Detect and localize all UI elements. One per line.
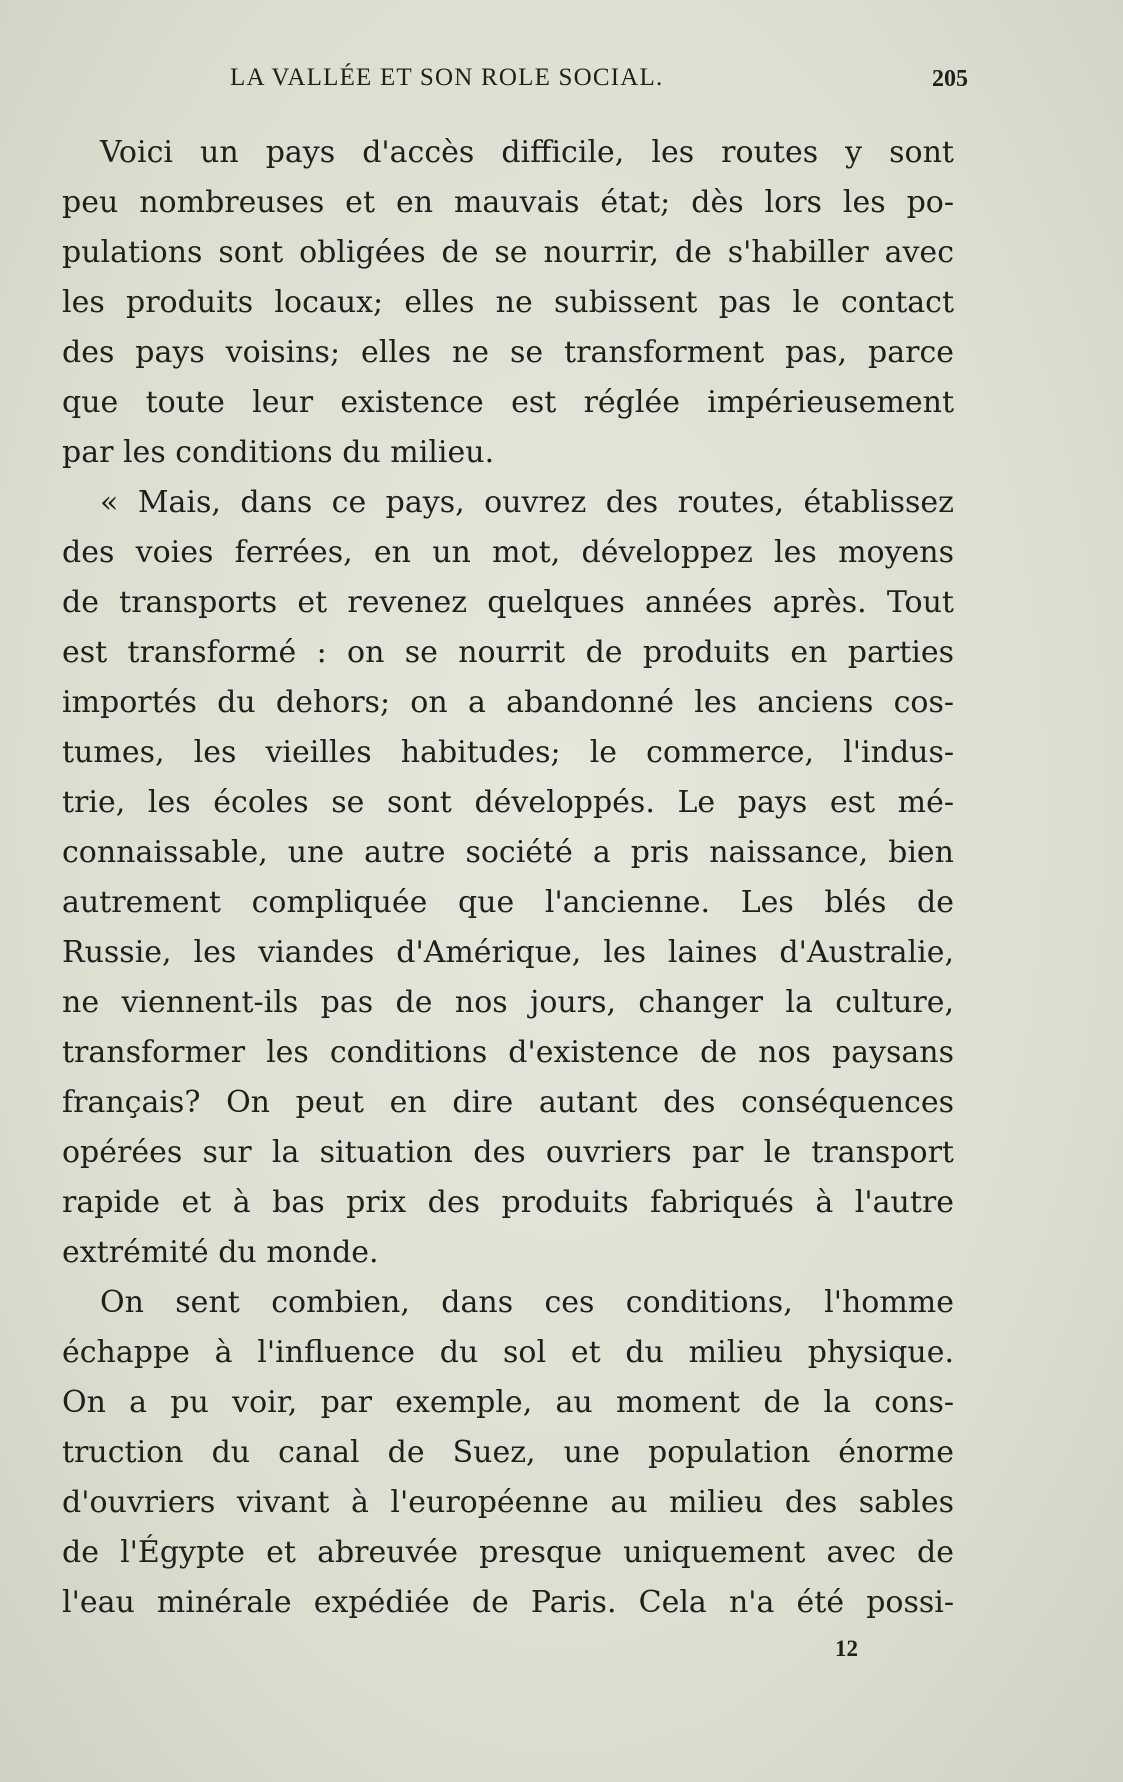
- text-line: de l'Égypte et abreuvée presque uniquement avec de: [62, 1535, 954, 1570]
- page-number: 205: [932, 66, 968, 92]
- signature-mark: 12: [835, 1636, 858, 1661]
- text-line: connaissable, une autre société a pris naissance, bien: [62, 835, 954, 870]
- text-line: transformer les conditions d'existence de nos paysans: [62, 1035, 954, 1070]
- text-line: par les conditions du milieu.: [62, 435, 495, 470]
- text-line: ne viennent-ils pas de nos jours, changer la culture,: [62, 985, 954, 1020]
- text-line: échappe à l'influence du sol et du milieu physique.: [62, 1335, 954, 1370]
- text-line: « Mais, dans ce pays, ouvrez des routes, établissez: [100, 485, 954, 520]
- text-line: des voies ferrées, en un mot, développez les moyens: [62, 535, 954, 570]
- page-header: [100, 64, 968, 104]
- text-line: tumes, les vieilles habitudes; le commerce, l'indus-: [62, 735, 954, 770]
- text-line: peu nombreuses et en mauvais état; dès lors les po-: [62, 185, 954, 220]
- text-line: importés du dehors; on a abandonné les anciens cos-: [62, 685, 954, 720]
- text-line: On a pu voir, par exemple, au moment de la cons-: [62, 1385, 954, 1420]
- text-line: l'eau minérale expédiée de Paris. Cela n'a été possi-: [62, 1585, 954, 1620]
- text-line: Russie, les viandes d'Amérique, les laines d'Australie,: [62, 935, 954, 970]
- text-line: de transports et revenez quelques années après. Tout: [62, 585, 954, 620]
- text-line: opérées sur la situation des ouvriers par le transport: [62, 1135, 954, 1170]
- running-head: LA VALLÉE ET SON ROLE SOCIAL.: [230, 64, 664, 91]
- text-line: trie, les écoles se sont développés. Le pays est mé-: [62, 785, 954, 820]
- text-line: Voici un pays d'accès difficile, les routes y sont: [100, 135, 954, 170]
- text-line: pulations sont obligées de se nourrir, de s'habiller avec: [62, 235, 954, 270]
- text-line: extrémité du monde.: [62, 1235, 379, 1270]
- text-line: On sent combien, dans ces conditions, l'homme: [100, 1285, 954, 1320]
- text-line: que toute leur existence est réglée impérieusement: [62, 385, 954, 420]
- text-line: truction du canal de Suez, une population énorme: [62, 1435, 954, 1470]
- text-line: d'ouvriers vivant à l'européenne au milieu des sables: [62, 1485, 954, 1520]
- text-line: les produits locaux; elles ne subissent pas le contact: [62, 285, 954, 320]
- text-line: français? On peut en dire autant des conséquences: [62, 1085, 954, 1120]
- body-text: [62, 128, 954, 1628]
- text-line: rapide et à bas prix des produits fabriqués à l'autre: [62, 1185, 954, 1220]
- text-line: autrement compliquée que l'ancienne. Les blés de: [62, 885, 954, 920]
- text-line: est transformé : on se nourrit de produits en parties: [62, 635, 954, 670]
- text-line: des pays voisins; elles ne se transforment pas, parce: [62, 335, 954, 370]
